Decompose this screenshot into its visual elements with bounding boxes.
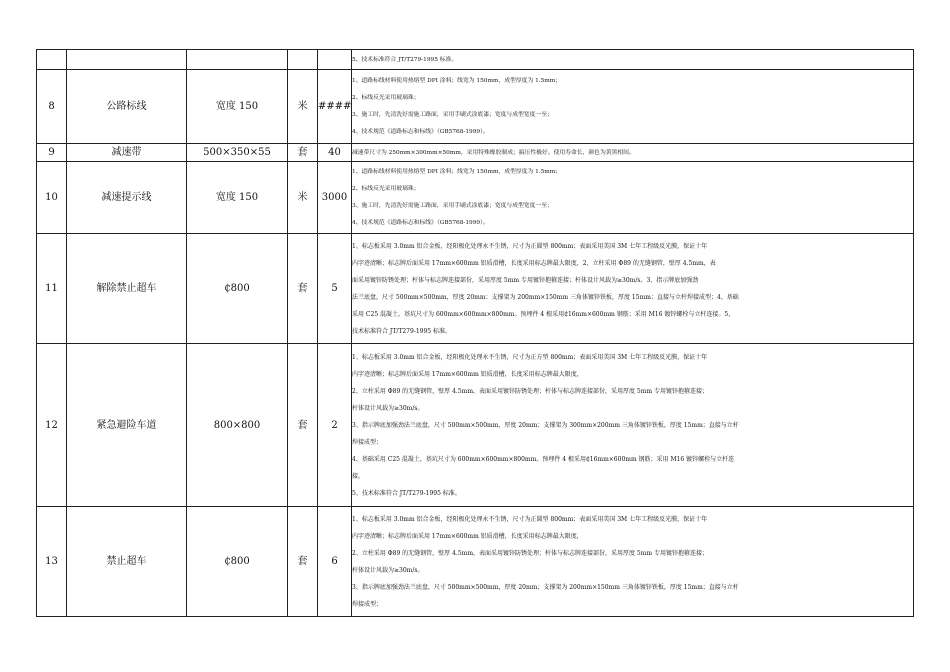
description-line: 4、基础采用 C25 混凝土，基坑尺寸为 600mm×600mm×800mm。预埋件 4 根采用₵16mm×600mm 钢筋；采用 M16 镀锌螺栓与立杆连	[352, 455, 735, 463]
description-line: 面采用镀锌防锈处理；杆体与标志牌连接部份，采用厚度 5mm 专用镀锌抱箍连接；杆体设计风载为≥30m/s。3、指示牌底加强劲	[352, 276, 699, 284]
item-name	[67, 50, 187, 70]
table-row	[37, 144, 914, 162]
description-line: 1、标志板采用 3.0mm 铝合金板，经阳极化处理永不生锈，尺寸为正方型 800mm；表面采用美国 3M 七年工程级反光膜，保证十年	[352, 353, 708, 361]
item-unit: 米	[288, 162, 318, 234]
item-unit: 套	[288, 144, 318, 162]
table-row	[37, 162, 914, 234]
item-name: 减速提示线	[67, 162, 187, 234]
item-description	[352, 234, 914, 344]
item-quantity: ####	[318, 70, 352, 144]
item-quantity	[318, 50, 352, 70]
item-spec	[187, 50, 288, 70]
description-line: 1、道路标线材料使用热熔型 DPI 涂料；线宽为 150mm，成型厚度为 1.5mm；	[352, 77, 562, 84]
description-line: 3、指示牌底加强劲法兰底盘，尺寸 500mm×500mm，厚度 20mm；支撑架为 200mm×150mm 三角体镀锌铁板，厚度 15mm；直接与立杆	[352, 583, 739, 591]
table-row	[37, 50, 914, 70]
description-line: 1、标志板采用 3.0mm 铝合金板，经阳极化处理永不生锈，尺寸为正圆型 800mm；表面采用美国 3M 七年工程级反光膜，保证十年	[352, 515, 708, 523]
description-line: 法兰底盘，尺寸 500mm×500mm，厚度 20mm；支撑架为 200mm×150mm 三角体镀锌铁板，厚度 15mm；直接与立杆焊接成型；4、基础	[352, 293, 739, 301]
description-line: 3、施工时，先清洗好需施工路面，采用手刷式涂底漆；宽度与成型宽度一至；	[352, 202, 553, 209]
item-unit: 米	[288, 70, 318, 144]
item-description	[352, 507, 914, 617]
item-quantity: 6	[318, 507, 352, 617]
description-line: 焊接成型；	[352, 600, 383, 608]
item-unit: 套	[288, 507, 318, 617]
item-description	[352, 50, 914, 70]
description-line: 2、立柱采用 Φ89 的无缝钢管，壁厚 4.5mm，表面采用镀锌防锈处理；杆体与标志牌连接部份，采用厚度 5mm 专用镀锌抱箍连接；	[352, 549, 709, 557]
description-line: 内字迹清晰；标志牌后面采用 17mm×600mm 铝质滑槽，长度采用标志牌最大限度，	[352, 532, 583, 540]
description-line: 1、道路标线材料使用热熔型 DPI 涂料；线宽为 150mm，成型厚度为 1.5mm；	[352, 168, 562, 175]
description-line: 4、技术规范《道路标志和标线》（GB5768-1999）。	[352, 128, 489, 135]
item-spec: 宽度 150	[187, 70, 288, 144]
item-spec: 500×350×55	[187, 144, 288, 162]
item-number: 9	[37, 144, 67, 162]
description-line: 杆体设计风载为≥30m/s。	[352, 404, 424, 412]
item-number: 13	[37, 507, 67, 617]
description-line: 2、标线反光采用玻璃珠；	[352, 94, 420, 101]
item-unit: 套	[288, 234, 318, 344]
item-number: 12	[37, 344, 67, 507]
description-line: 采用 C25 混凝土，基坑尺寸为 600mm×600mm×800mm。预埋件 4 根采用₵16mm×600mm 钢筋；采用 M16 镀锌螺栓与立杆连接。5、	[352, 310, 735, 318]
table-row	[37, 234, 914, 344]
item-quantity: 3000	[318, 162, 352, 234]
item-unit: 套	[288, 344, 318, 507]
description-line: 5、技术标准符合 JT/T279-1995 标准。	[352, 489, 461, 497]
item-name: 禁止超车	[67, 507, 187, 617]
description-line: 技术标准符合 JT/T279-1995 标准。	[352, 327, 451, 335]
item-spec: ₵800	[187, 507, 288, 617]
table-row	[37, 344, 914, 507]
description-line: 焊接成型；	[352, 438, 383, 446]
spec-table	[36, 49, 914, 617]
item-description	[352, 162, 914, 234]
item-spec: 800×800	[187, 344, 288, 507]
item-name: 公路标线	[67, 70, 187, 144]
description-line: 内字迹清晰；标志牌后面采用 17mm×600mm 铝质滑槽，长度采用标志牌最大限度，2、立柱采用 Φ89 的无缝钢管，壁厚 4.5mm，表	[352, 259, 716, 267]
description-line: 杆体设计风载为≥30m/s。	[352, 566, 424, 574]
item-name: 紧急避险车道	[67, 344, 187, 507]
item-number: 10	[37, 162, 67, 234]
item-unit	[288, 50, 318, 70]
description-line: 减速带尺寸为 250mm×300mm×50mm，采用特殊橡胶制成；搞压性极好。使用寿命长，颜色为黄黑相间。	[352, 149, 635, 156]
description-line: 2、立柱采用 Φ89 的无缝钢管，壁厚 4.5mm，表面采用镀锌防锈处理；杆体与标志牌连接部份，采用厚度 5mm 专用镀锌抱箍连接；	[352, 387, 709, 395]
item-quantity: 5	[318, 234, 352, 344]
item-name: 减速带	[67, 144, 187, 162]
item-spec: 宽度 150	[187, 162, 288, 234]
table-row	[37, 70, 914, 144]
item-description	[352, 70, 914, 144]
item-spec: ₵800	[187, 234, 288, 344]
description-line: 接。	[352, 472, 365, 480]
description-line: 3、指示牌底加强劲法兰底盘，尺寸 500mm×500mm，厚度 20mm；支撑架为 300mm×200mm 三角体镀锌铁板，厚度 15mm；直接与立杆	[352, 421, 739, 429]
item-name: 解除禁止超车	[67, 234, 187, 344]
item-number: 11	[37, 234, 67, 344]
description-line: 2、标线反光采用玻璃珠；	[352, 185, 420, 192]
item-number: 8	[37, 70, 67, 144]
description-line: 4、技术规范《道路标志和标线》（GB5768-1999）。	[352, 219, 489, 226]
item-description	[352, 144, 914, 162]
table-row	[37, 507, 914, 617]
description-line: 1、标志板采用 3.0mm 铝合金板，经阳极化处理永不生锈，尺寸为正圆型 800mm；表面采用美国 3M 七年工程级反光膜，保证十年	[352, 242, 708, 250]
description-line: 内字迹清晰；标志牌后面采用 17mm×600mm 铝质滑槽，长度采用标志牌最大限度，	[352, 370, 583, 378]
item-description	[352, 344, 914, 507]
item-number	[37, 50, 67, 70]
item-quantity: 2	[318, 344, 352, 507]
item-quantity: 40	[318, 144, 352, 162]
description-line: 5、技术标准符合 JT/T279-1995 标准。	[352, 56, 458, 63]
description-line: 3、施工时，先清洗好需施工路面，采用手刷式涂底漆；宽度与成型宽度一至；	[352, 111, 553, 118]
